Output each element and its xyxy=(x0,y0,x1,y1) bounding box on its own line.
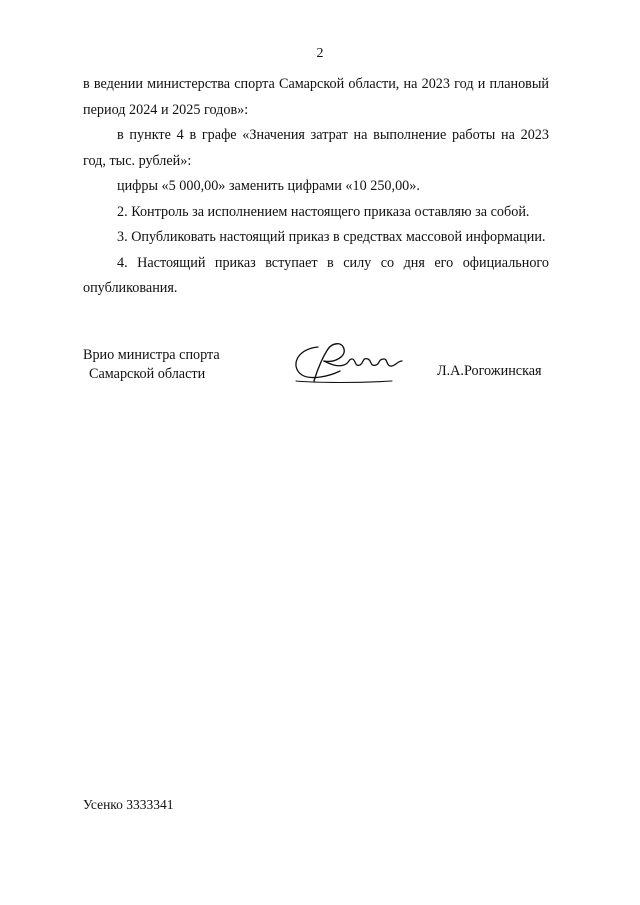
paragraph-continuation: в ведении министерства спорта Самарской области, на 2023 год и плановый период 2024 и 2025 годов»: xyxy=(83,76,549,118)
signer-title-line1: Врио министра спорта xyxy=(83,347,220,363)
executor-note: Усенко 3333341 xyxy=(83,797,174,812)
document-body xyxy=(83,72,549,302)
handwritten-signature xyxy=(288,337,408,387)
page-number: 2 xyxy=(316,46,324,61)
paragraph-control: 2. Контроль за исполнением настоящего приказа оставляю за собой. xyxy=(117,203,530,220)
signer-title-line2: Самарской области xyxy=(89,365,206,382)
paragraph-figures-replacement: цифры «5 000,00» заменить цифрами «10 250,00». xyxy=(117,178,420,194)
paragraph-effective-date: 4. Настоящий приказ вступает в силу со дня его официального опубликования. xyxy=(83,254,549,296)
signer-name: Л.А.Рогожинская xyxy=(437,363,542,379)
paragraph-publish: 3. Опубликовать настоящий приказ в средствах массовой информации. xyxy=(117,229,546,245)
signer-title xyxy=(83,346,220,383)
paragraph-item-4: в пункте 4 в графе «Значения затрат на выполнение работы на 2023 год, тыс. рублей»: xyxy=(83,127,549,169)
